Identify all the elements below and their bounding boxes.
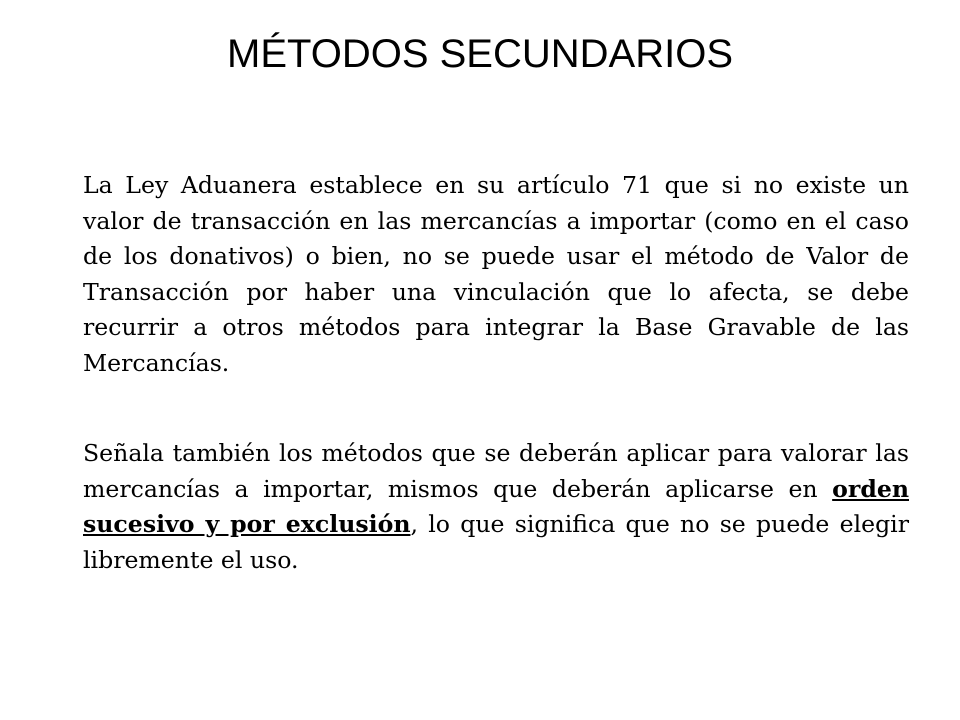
paragraph-ley-aduanera: La Ley Aduanera establece en su artículo 71 que si no existe un valor de transacción en las mercancías a importar (como en el caso de los donativos) o bien, no se puede usar el método de Valor de Transacción por haber una vinculación que lo afecta, se debe recurrir a otros métodos para integrar la Base Gravable de las Mercancías. (83, 171, 909, 377)
slide-title: MÉTODOS SECUNDARIOS (227, 32, 733, 76)
paragraph-metodos-end: , lo que significa que no se puede elegir libremente el uso. (83, 510, 910, 574)
emphasis-orden-sucesivo: orden sucesivo y por exclusión (83, 474, 909, 538)
paragraph-metodos (83, 436, 909, 578)
paragraph-metodos-start: Señala también los métodos que se deberán aplicar para valorar las mercancías a importar, mismos que deberán aplicarse en (83, 439, 909, 503)
